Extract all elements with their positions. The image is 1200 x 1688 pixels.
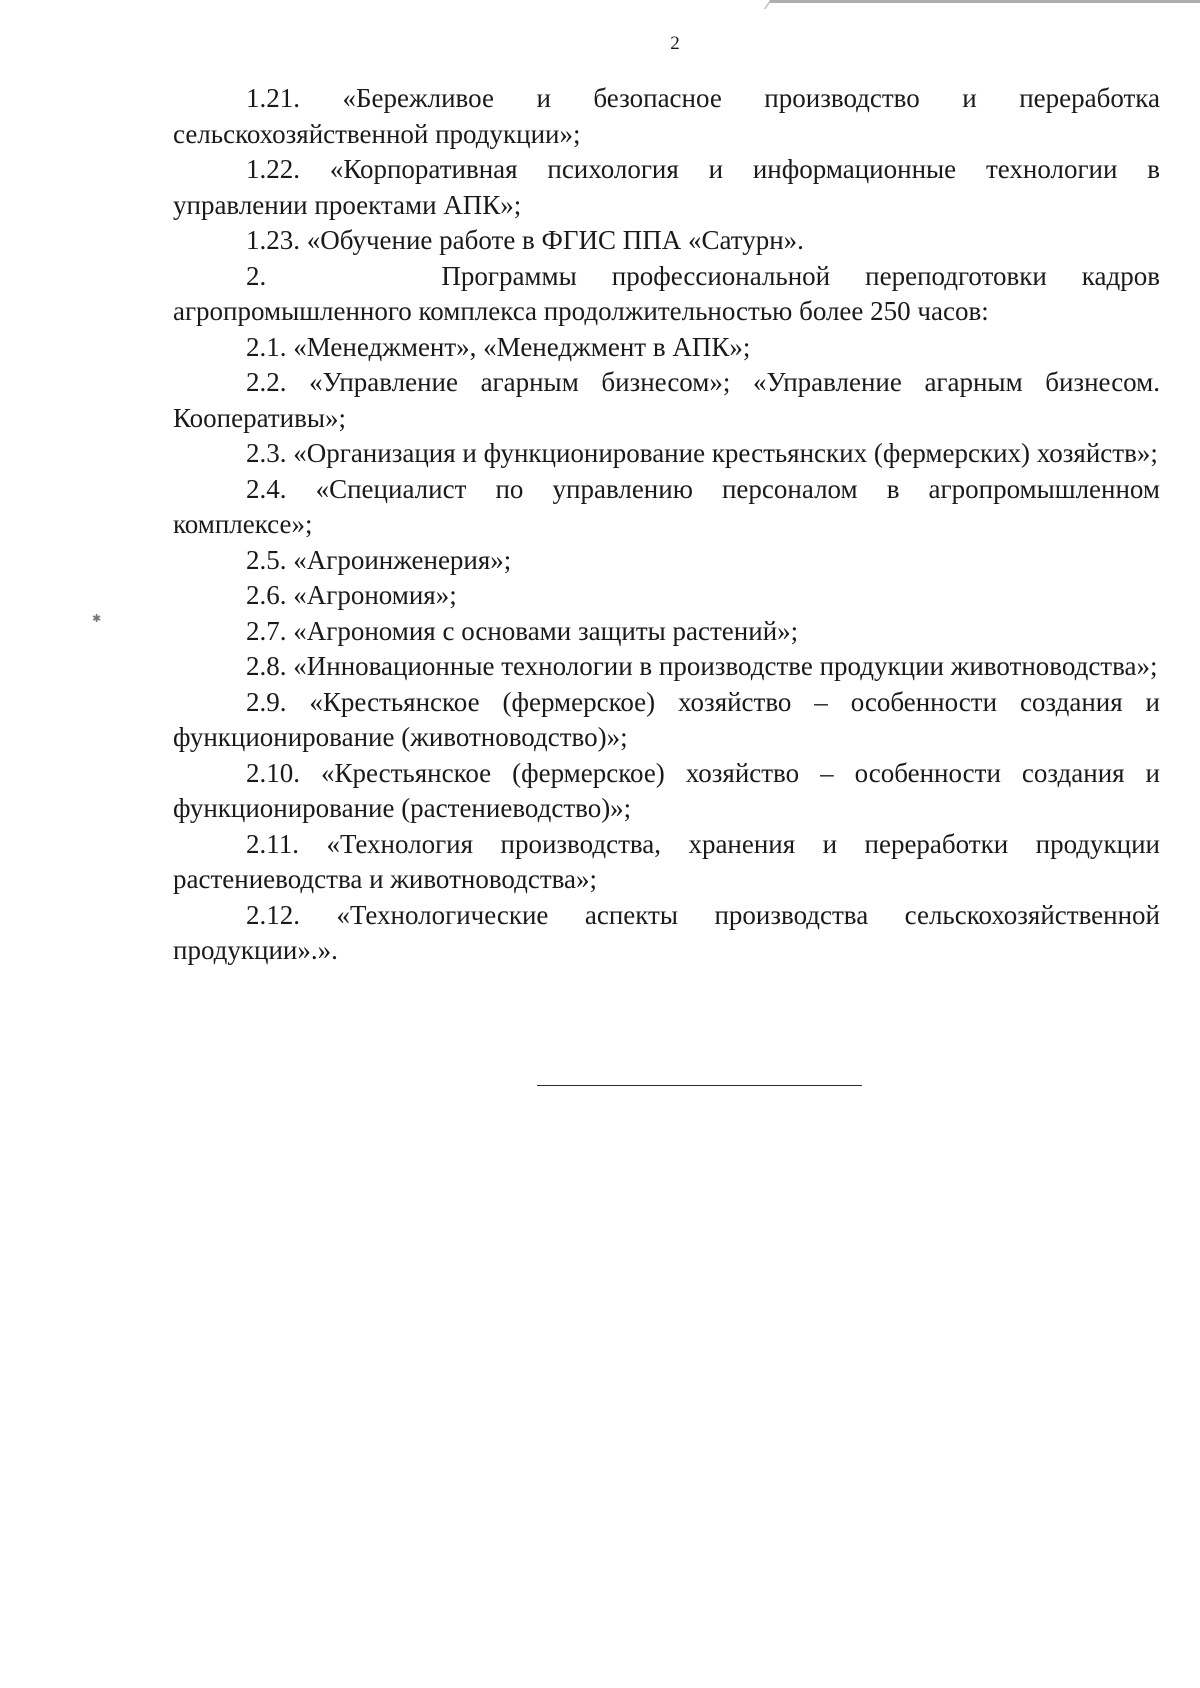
list-item-2-7: 2.7. «Агрономия с основами защиты растений»; (246, 615, 799, 646)
scan-speck: ✱ (92, 613, 102, 625)
list-item-2-9: 2.9. «Крестьянское (фермерское) хозяйство – особенности создания и функционирование (животноводство)»; (173, 686, 1160, 752)
list-item-2-10: 2.10. «Крестьянское (фермерское) хозяйство – особенности создания и функционирование (растениеводство)»; (173, 757, 1160, 823)
list-item-2-8: 2.8. «Инновационные технологии в производстве продукции животноводства»; (246, 651, 1158, 681)
scan-edge-artifact (764, 0, 1200, 9)
list-item-2-1: 2.1. «Менеджмент», «Менеджмент в АПК»; (246, 331, 751, 362)
list-item-2-6: 2.6. «Агрономия»; (246, 580, 457, 610)
list-item-2-3: 2.3. «Организация и функционирование крестьянских (фермерских) хозяйств»; (246, 438, 1158, 468)
list-item-2-12: 2.12. «Технологические аспекты производства сельскохозяйственной продукции».». (173, 899, 1160, 965)
list-item-2-4: 2.4. «Специалист по управлению персоналом в агропромышленном комплексе»; (173, 473, 1160, 539)
list-item-1-21: 1.21. «Бережливое и безопасное производство и переработка сельскохозяйственной продукции»; (173, 83, 1160, 149)
list-item-2-2: 2.2. «Управление агарным бизнесом»; «Управление агарным бизнесом. Кооперативы»; (173, 367, 1160, 433)
page-number: 2 (670, 33, 680, 54)
list-item-2-5: 2.5. «Агроинженерия»; (246, 544, 512, 575)
list-item-1-23: 1.23. «Обучение работе в ФГИС ППА «Сатурн». (246, 225, 804, 255)
list-item-1-22: 1.22. «Корпоративная психология и информационные технологии в управлении проектами АПК»; (173, 154, 1160, 220)
list-item-2: 2. Программы профессиональной переподготовки кадров агропромышленного комплекса продолжительностью более 250 часов: (173, 260, 1167, 326)
closing-rule (537, 1085, 862, 1086)
list-item-2-11: 2.11. «Технология производства, хранения и переработки продукции растениеводства и животноводства»; (173, 828, 1160, 894)
document-body (173, 81, 1167, 969)
